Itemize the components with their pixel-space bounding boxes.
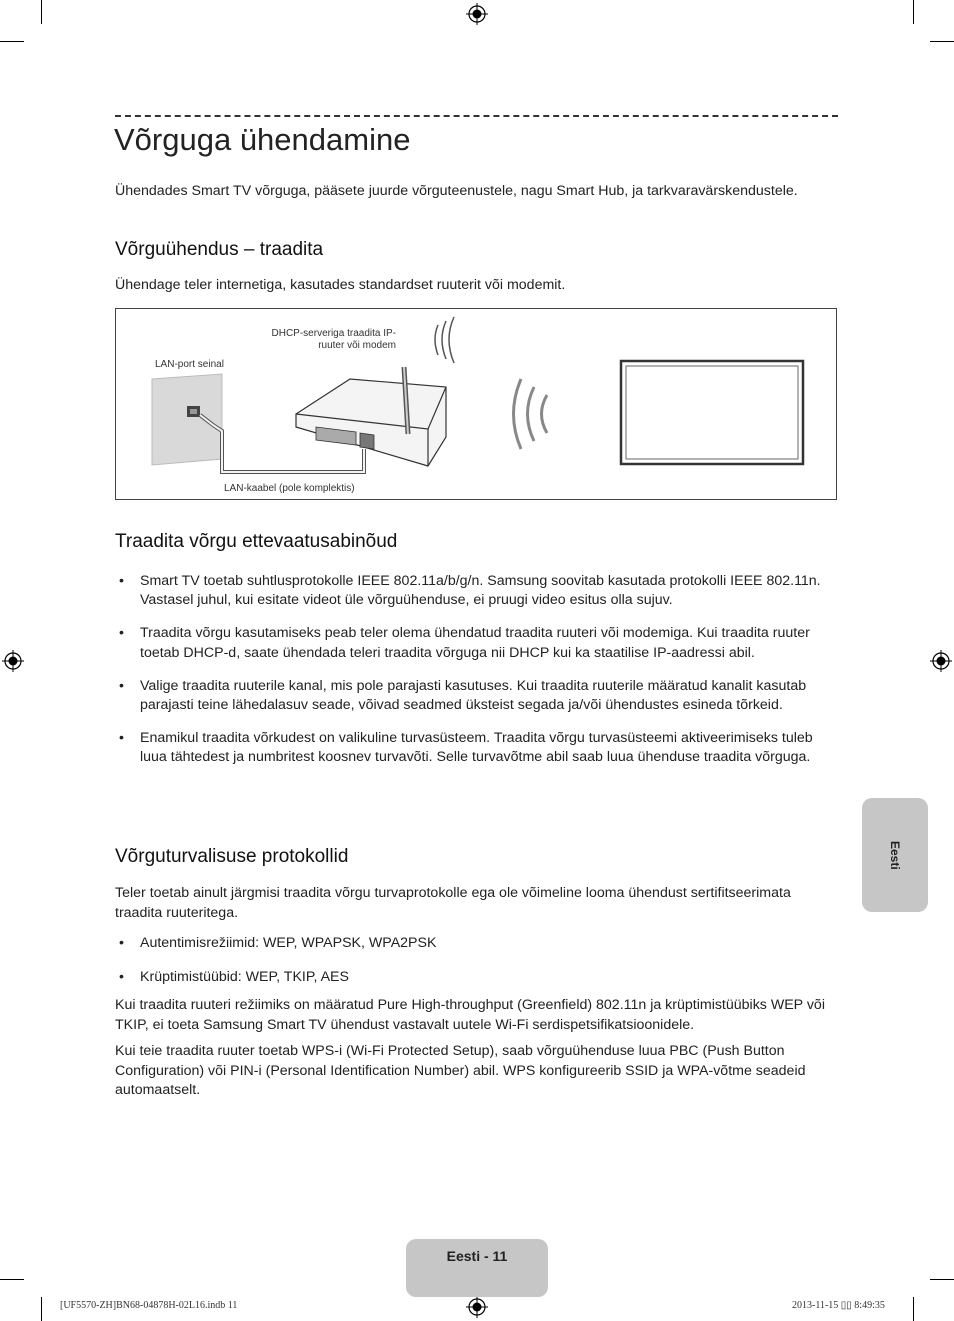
print-file-info: [UF5570-ZH]BN68-04878H-02L16.indb 11 (60, 1300, 238, 1311)
crop-mark (913, 0, 914, 24)
list-item (115, 677, 838, 715)
crop-mark (41, 1297, 42, 1321)
crop-mark (41, 0, 42, 24)
bullet-icon: • (119, 730, 124, 747)
list-item-text: Valige traadita ruuterile kanal, mis pole parajasti kasutuses. Kui traadita ruuterile määratud kanalit kasutab parajasti teine lähedalasuv seade, võivad seadmed üksteist segada ja/või ühendustes esineda tõrkeid. (140, 677, 807, 714)
crop-mark (930, 1279, 954, 1280)
bullet-icon: • (119, 969, 124, 986)
list-item-text: Enamikul traadita võrkudest on valikuline turvasüsteem. Traadita võrgu turvasüsteemi aktiveerimiseks tuleb luua tähtedest ja numbritest koosnev turvavõti. Selle turvavõtme abil saab luua ühenduse traadita võrguga. (140, 730, 813, 766)
list-item-text: Autentimisrežiimid: WEP, WPAPSK, WPA2PSK (140, 935, 437, 951)
bullet-icon: • (119, 935, 124, 951)
list-item (115, 729, 838, 767)
router-label-line: ruuter või modem (318, 340, 396, 351)
registration-mark-icon (2, 650, 24, 672)
network-diagram (115, 308, 837, 500)
list-item (115, 934, 838, 953)
registration-mark-icon (930, 650, 952, 672)
security-list (115, 934, 838, 987)
bullet-icon: • (119, 573, 124, 589)
crop-mark (930, 41, 954, 42)
language-side-tab-label: Eesti (888, 840, 902, 870)
precautions-list (115, 572, 838, 768)
language-side-tab (862, 798, 928, 912)
page-number-tab (406, 1239, 548, 1297)
page-number: Eesti - 11 (446, 1248, 508, 1264)
bullet-icon: • (119, 625, 124, 642)
registration-mark-icon (466, 1296, 488, 1318)
section-heading-security: Võrguturvalisuse protokollid (115, 846, 349, 867)
list-item-text: Krüptimistüübid: WEP, TKIP, AES (140, 969, 349, 986)
list-item (115, 572, 838, 610)
list-item-text: Smart TV toetab suhtlusprotokolle IEEE 802.11a/b/g/n. Samsung soovitab kasutada protokolli IEEE 802.11n. Vastasel juhul, kui esitate videot üle võrguühenduse, ei pruugi video esitus olla sujuv. (140, 573, 821, 609)
crop-mark (0, 1279, 24, 1280)
list-item-text: Traadita võrgu kasutamiseks peab teler olema ühendatud traadita ruuteri või modemiga. Kui traadita ruuter toetab DHCP-d, saate ühendada teleri traadita võrguga nii DHCP kui ka staatilise IP-aadressi abil. (140, 625, 810, 661)
security-paragraph-greenfield: Kui traadita ruuteri režiimiks on määratud Pure High-throughput (Greenfield) 802.11n ja krüptimistüübiks WEP või TKIP, ei toeta Samsung Smart TV ühendust vastavalt uutele Wi-Fi serdispetsifikatsioonidele. (115, 997, 825, 1033)
lan-port-label: LAN-port seinal (155, 359, 224, 370)
security-paragraph-wps: Kui teie traadita ruuter toetab WPS-i (Wi-Fi Protected Setup), saab võrguühenduse luua PBC (Push Button Configuration) või PIN-i (Personal Identification Number) abil. WPS konfigureerib SSID ja WPA-võtme seadeid automaatselt. (115, 1043, 806, 1098)
list-item (115, 968, 838, 987)
section-heading-precautions: Traadita võrgu ettevaatusabinõud (115, 531, 398, 552)
security-intro: Teler toetab ainult järgmisi traadita võrgu turvaprotokolle ega ole võimeline looma ühendust sertifitseerimata traadita ruuteritega. (115, 885, 791, 921)
list-item (115, 624, 838, 662)
lan-cable-label: LAN-kaabel (pole komplektis) (224, 483, 355, 494)
crop-mark (913, 1297, 914, 1321)
bullet-icon: • (119, 677, 124, 694)
title-divider (115, 115, 838, 117)
router-label-line: DHCP-serveriga traadita IP- (271, 328, 396, 339)
registration-mark-icon (466, 3, 488, 25)
page-title: Võrguga ühendamine (114, 122, 411, 157)
intro-paragraph: Ühendades Smart TV võrguga, pääsete juurde võrguteenustele, nagu Smart Hub, ja tarkvaravärskendustele. (115, 183, 798, 199)
section-text: Ühendage teler internetiga, kasutades standardset ruuterit või modemit. (115, 277, 566, 293)
crop-mark (0, 41, 24, 42)
router-label (216, 328, 396, 352)
section-heading-wireless-connection: Võrguühendus – traadita (115, 239, 324, 260)
print-timestamp: 2013-11-15 ▯▯ 8:49:35 (792, 1300, 885, 1311)
